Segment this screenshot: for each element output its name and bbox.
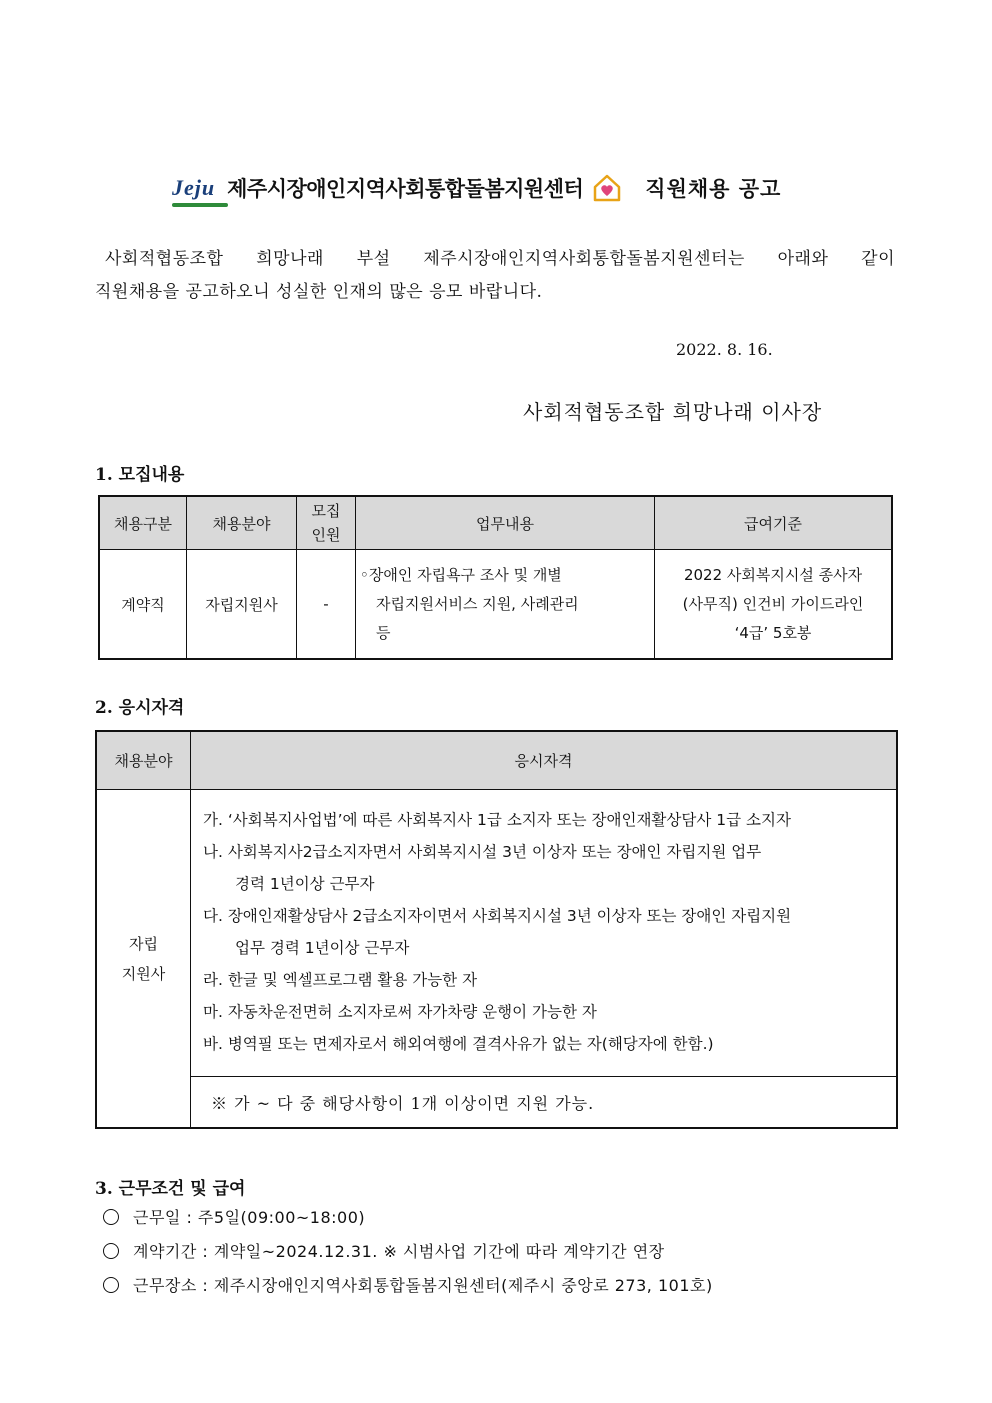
table-header-row	[99, 496, 892, 550]
list-item: 계약기간 : 계약일~2024.12.31. ※ 시범사업 기간에 따라 계약기간 연장	[103, 1239, 665, 1262]
cell-type: 계약직	[99, 550, 187, 660]
list-item: 근무장소 : 제주시장애인지역사회통합돌봄지원센터(제주시 중앙로 273, 101호)	[103, 1273, 713, 1296]
section-1-title: 1. 모집내용	[95, 465, 185, 485]
qual-ga: 가. ‘사회복지사업법’에 따른 사회복지사 1급 소지자 또는 장애인재활상담사 1급 소지자	[203, 811, 791, 829]
qual-na: 나. 사회복지사2급소지자면서 사회복지시설 3년 이상자 또는 장애인 자립지원 업무 경력 1년이상 근무자	[203, 843, 762, 893]
cell-salary: 2022 사회복지시설 종사자 (사무직) 인건비 가이드라인 ‘4급’ 5호봉	[655, 550, 893, 660]
qual-ma: 마. 자동차운전면허 소지자로써 자가차량 운행이 가능한 자	[203, 1003, 597, 1021]
announcement-date: 2022. 8. 16.	[676, 340, 773, 359]
list-item: 근무일 : 주5일(09:00~18:00)	[103, 1205, 365, 1228]
qualification-table	[95, 730, 898, 1129]
issuer: 사회적협동조합 희망나래 이사장	[523, 400, 823, 424]
circle-bullet-icon	[103, 1243, 119, 1259]
qual-ba: 바. 병역필 또는 면제자로서 해외여행에 결격사유가 없는 자(해당자에 한함.)	[203, 1035, 714, 1053]
header-type: 채용구분	[99, 496, 187, 550]
qual-da: 다. 장애인재활상담사 2급소지자이면서 사회복지시설 3년 이상자 또는 장애인 자립지원 업무 경력 1년이상 근무자	[203, 907, 792, 957]
center-name: 제주시장애인지역사회통합돌봄지원센터	[227, 177, 584, 201]
document-header	[172, 166, 781, 210]
header-count: 모집 인원	[297, 496, 356, 550]
header-qualifications: 응시자격	[191, 731, 898, 790]
intro-paragraph	[95, 243, 895, 309]
section-2-title: 2. 응시자격	[95, 698, 185, 718]
cell-count: -	[297, 550, 356, 660]
header-field: 채용분야	[96, 731, 191, 790]
section-3-title: 3. 근무조건 및 급여	[95, 1179, 246, 1199]
qualification-note: ※ 가 ~ 다 중 해당사항이 1개 이상이면 지원 가능.	[191, 1077, 898, 1129]
note-row	[96, 1077, 897, 1129]
header-field: 채용분야	[187, 496, 297, 550]
cell-duties: ◦장애인 자립욕구 조사 및 개별 자립지원서비스 지원, 사례관리 등	[356, 550, 655, 660]
table-row	[99, 550, 892, 660]
jeju-logo: Jeju	[172, 175, 215, 201]
circle-bullet-icon	[103, 1277, 119, 1293]
circle-bullet-icon	[103, 1209, 119, 1225]
qual-ra: 라. 한글 및 엑셀프로그램 활용 가능한 자	[203, 971, 478, 989]
table-header-row	[96, 731, 897, 790]
cell-qualifications	[191, 790, 898, 1077]
recruitment-table	[98, 495, 893, 660]
intro-line-1: 사회적협동조합 희망나래 부설 제주시장애인지역사회통합돌봄지원센터는 아래와 같이	[105, 249, 895, 269]
logo-swoosh	[172, 203, 228, 207]
table-row	[96, 790, 897, 1077]
header-duties: 업무내용	[356, 496, 655, 550]
header-salary: 급여기준	[655, 496, 893, 550]
intro-line-2: 직원채용을 공고하오니 성실한 인재의 많은 응모 바랍니다.	[95, 282, 543, 302]
house-heart-icon	[591, 172, 623, 204]
cell-field: 자립지원사	[187, 550, 297, 660]
page-title: 직원채용 공고	[645, 176, 782, 201]
cell-field: 자립 지원사	[96, 790, 191, 1129]
